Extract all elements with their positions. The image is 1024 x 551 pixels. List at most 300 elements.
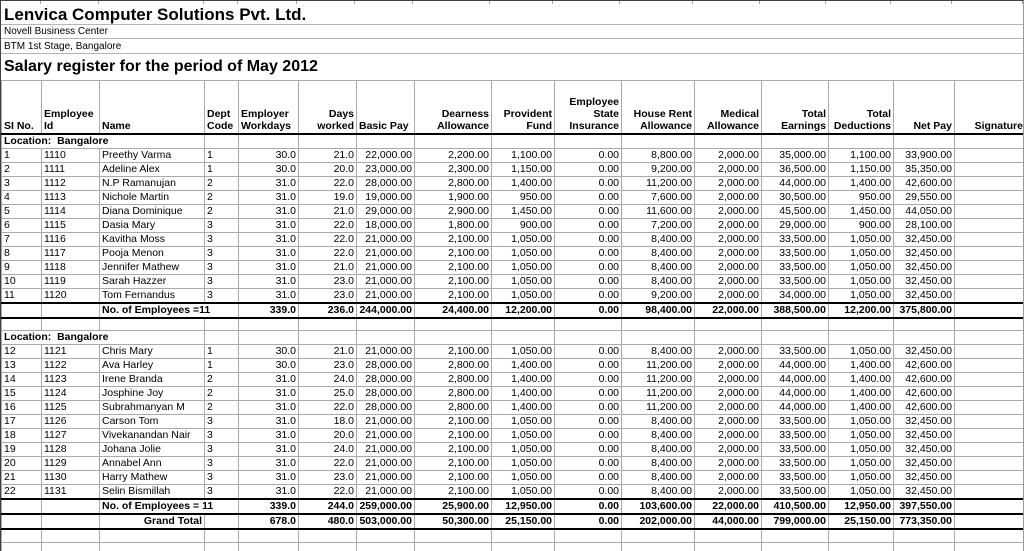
cell <box>42 303 100 318</box>
cell: 42,600.00 <box>894 359 955 373</box>
cell <box>955 162 1024 176</box>
cell: 1,050.00 <box>492 246 555 260</box>
cell <box>415 529 492 542</box>
cell: 2,000.00 <box>695 246 762 260</box>
report-title: Salary register for the period of May 2012 <box>4 58 318 75</box>
cell: 2,000.00 <box>695 485 762 500</box>
cell: 19.0 <box>299 190 357 204</box>
employee-row <box>2 246 1024 260</box>
cell: 21,000.00 <box>357 415 415 429</box>
cell: 103,600.00 <box>622 499 695 514</box>
cell: 2,900.00 <box>415 204 492 218</box>
cell: 2,000.00 <box>695 232 762 246</box>
cell: 259,000.00 <box>357 499 415 514</box>
cell: 1111 <box>42 162 100 176</box>
cell: 339.0 <box>239 499 299 514</box>
cell: 0.00 <box>555 176 622 190</box>
spacer-row <box>2 529 1024 542</box>
cell: 35,000.00 <box>762 148 829 162</box>
cell: 2 <box>2 162 42 176</box>
table-header-row <box>2 81 1024 134</box>
cell <box>955 331 1024 345</box>
cell <box>762 331 829 345</box>
cell: 33,500.00 <box>762 274 829 288</box>
cell: 1,050.00 <box>492 345 555 359</box>
column-header: Employer Workdays <box>239 81 299 134</box>
cell <box>829 318 894 331</box>
cell: 0.00 <box>555 232 622 246</box>
cell: 21,000.00 <box>357 274 415 288</box>
cell: 44,050.00 <box>894 204 955 218</box>
cell: 1,050.00 <box>492 415 555 429</box>
cell: 1,050.00 <box>492 288 555 303</box>
cell: 236.0 <box>299 303 357 318</box>
cell <box>2 542 42 551</box>
cell: 2,100.00 <box>415 485 492 500</box>
cell: 388,500.00 <box>762 303 829 318</box>
cell: 0.00 <box>555 274 622 288</box>
subtotal-label: No. of Employees = 11 <box>100 499 239 514</box>
cell: Subrahmanyan M <box>100 401 205 415</box>
cell: 0.00 <box>555 471 622 485</box>
cell: 3 <box>2 176 42 190</box>
cell <box>955 429 1024 443</box>
cell: 1115 <box>42 218 100 232</box>
subtotal-label: No. of Employees =11 <box>100 303 239 318</box>
cell: 3 <box>205 274 239 288</box>
cell: 1,400.00 <box>492 359 555 373</box>
cell: 29,000.00 <box>762 218 829 232</box>
cell: 8,400.00 <box>622 443 695 457</box>
cell <box>955 443 1024 457</box>
cell: 1125 <box>42 401 100 415</box>
cell: 44,000.00 <box>695 514 762 529</box>
cell: 2,800.00 <box>415 373 492 387</box>
cell: 1,800.00 <box>415 218 492 232</box>
employee-row <box>2 274 1024 288</box>
grand-total-row <box>2 514 1024 529</box>
cell: 1 <box>205 162 239 176</box>
cell: 1,050.00 <box>492 457 555 471</box>
cell <box>42 542 100 551</box>
cell: 9 <box>2 260 42 274</box>
cell: 21,000.00 <box>357 246 415 260</box>
cell: 480.0 <box>299 514 357 529</box>
cell: 8,400.00 <box>622 429 695 443</box>
employee-row <box>2 288 1024 303</box>
cell <box>829 542 894 551</box>
grid-tick <box>693 1 760 4</box>
cell <box>357 529 415 542</box>
cell: Adeline Alex <box>100 162 205 176</box>
cell: 30.0 <box>239 148 299 162</box>
cell: 2,800.00 <box>415 401 492 415</box>
cell: 22.0 <box>299 176 357 190</box>
cell: 32,450.00 <box>894 429 955 443</box>
cell: Preethy Varma <box>100 148 205 162</box>
cell <box>205 134 239 149</box>
cell <box>357 331 415 345</box>
cell: 33,500.00 <box>762 429 829 443</box>
cell: 28,000.00 <box>357 401 415 415</box>
cell: 21,000.00 <box>357 443 415 457</box>
cell: 2 <box>205 176 239 190</box>
cell <box>955 499 1024 514</box>
cell: 32,450.00 <box>894 246 955 260</box>
cell: 31.0 <box>239 190 299 204</box>
cell <box>622 542 695 551</box>
cell <box>2 499 42 514</box>
column-header: Provident Fund <box>492 81 555 134</box>
cell: 2,000.00 <box>695 162 762 176</box>
cell <box>239 134 299 149</box>
employee-row <box>2 373 1024 387</box>
cell <box>42 318 100 331</box>
cell: 2,100.00 <box>415 457 492 471</box>
cell: 0.00 <box>555 443 622 457</box>
cell: 28,100.00 <box>894 218 955 232</box>
cell: 31.0 <box>239 373 299 387</box>
cell: 12,200.00 <box>829 303 894 318</box>
cell: 31.0 <box>239 443 299 457</box>
cell: 1124 <box>42 387 100 401</box>
cell: 44,000.00 <box>762 387 829 401</box>
cell: 31.0 <box>239 429 299 443</box>
cell: 1 <box>205 345 239 359</box>
cell: 11,200.00 <box>622 359 695 373</box>
cell: 2 <box>205 387 239 401</box>
cell <box>42 514 100 529</box>
cell: 0.00 <box>555 260 622 274</box>
cell: 0.00 <box>555 373 622 387</box>
cell: 1,050.00 <box>829 457 894 471</box>
cell: 17 <box>2 415 42 429</box>
grid-tick <box>952 1 1023 4</box>
cell: 2,300.00 <box>415 162 492 176</box>
cell: 32,450.00 <box>894 471 955 485</box>
cell: 22,000.00 <box>357 148 415 162</box>
cell: 0.00 <box>555 359 622 373</box>
cell: 1112 <box>42 176 100 190</box>
cell <box>894 318 955 331</box>
employee-row <box>2 162 1024 176</box>
cell: 24.0 <box>299 443 357 457</box>
cell: Annabel Ann <box>100 457 205 471</box>
location-row <box>2 134 1024 149</box>
cell: 22.0 <box>299 218 357 232</box>
cell: 1,050.00 <box>492 274 555 288</box>
cell: 33,500.00 <box>762 232 829 246</box>
cell: 32,450.00 <box>894 274 955 288</box>
cell <box>762 529 829 542</box>
cell: 1128 <box>42 443 100 457</box>
cell: 0.00 <box>555 204 622 218</box>
employee-row <box>2 401 1024 415</box>
cell: 1116 <box>42 232 100 246</box>
cell: 1113 <box>42 190 100 204</box>
cell: 8,400.00 <box>622 232 695 246</box>
cell: 2 <box>205 401 239 415</box>
cell: 1,050.00 <box>492 443 555 457</box>
cell: 21.0 <box>299 148 357 162</box>
cell: 2,100.00 <box>415 471 492 485</box>
cell: 31.0 <box>239 415 299 429</box>
cell: 1129 <box>42 457 100 471</box>
grid-tick <box>760 1 827 4</box>
cell: 14 <box>2 373 42 387</box>
cell: 2,000.00 <box>695 401 762 415</box>
column-header: Name <box>100 81 205 134</box>
cell: 33,500.00 <box>762 443 829 457</box>
cell: 3 <box>205 288 239 303</box>
cell: 18 <box>2 429 42 443</box>
column-header: Total Deductions <box>829 81 894 134</box>
cell: 397,550.00 <box>894 499 955 514</box>
column-header: Medical Allowance <box>695 81 762 134</box>
cell: 2,000.00 <box>695 387 762 401</box>
cell: 244.0 <box>299 499 357 514</box>
cell <box>492 542 555 551</box>
cell: 1,150.00 <box>829 162 894 176</box>
cell: 1,400.00 <box>829 176 894 190</box>
location-label: Location: Bangalore <box>2 331 205 345</box>
cell <box>205 318 239 331</box>
cell: 1110 <box>42 148 100 162</box>
cell: 2,800.00 <box>415 359 492 373</box>
cell: 0.00 <box>555 415 622 429</box>
cell: 28,000.00 <box>357 359 415 373</box>
cell: 32,450.00 <box>894 443 955 457</box>
cell: 3 <box>205 429 239 443</box>
cell: 21.0 <box>299 204 357 218</box>
cell <box>492 318 555 331</box>
cell: 2,000.00 <box>695 190 762 204</box>
cell: 2,200.00 <box>415 148 492 162</box>
cell: 30.0 <box>239 162 299 176</box>
cell: 2,800.00 <box>415 387 492 401</box>
cell: 35,350.00 <box>894 162 955 176</box>
employee-row <box>2 359 1024 373</box>
cell: 8,400.00 <box>622 457 695 471</box>
cell: 2,100.00 <box>415 232 492 246</box>
cell: 11,200.00 <box>622 373 695 387</box>
cell: 1122 <box>42 359 100 373</box>
cell: 31.0 <box>239 232 299 246</box>
cell: 2,000.00 <box>695 274 762 288</box>
cell: 0.00 <box>555 288 622 303</box>
cell: 31.0 <box>239 457 299 471</box>
grid-tick <box>891 1 952 4</box>
cell: 375,800.00 <box>894 303 955 318</box>
cell <box>205 542 239 551</box>
cell: 1,900.00 <box>415 190 492 204</box>
cell: 23.0 <box>299 274 357 288</box>
cell: 8,400.00 <box>622 274 695 288</box>
cell: 33,500.00 <box>762 471 829 485</box>
cell: 1,050.00 <box>492 232 555 246</box>
cell: 3 <box>205 246 239 260</box>
column-header: Days worked <box>299 81 357 134</box>
cell: 3 <box>205 485 239 500</box>
cell: Sarah Hazzer <box>100 274 205 288</box>
column-header: Basic Pay <box>357 81 415 134</box>
cell: 1,050.00 <box>829 345 894 359</box>
cell: 21,000.00 <box>357 345 415 359</box>
cell: 31.0 <box>239 401 299 415</box>
cell <box>415 134 492 149</box>
cell <box>762 542 829 551</box>
cell: 1,400.00 <box>492 373 555 387</box>
cell: 410,500.00 <box>762 499 829 514</box>
employee-row <box>2 232 1024 246</box>
cell: 2 <box>205 190 239 204</box>
cell: 0.00 <box>555 218 622 232</box>
cell: 2,000.00 <box>695 218 762 232</box>
cell: 1,050.00 <box>829 443 894 457</box>
cell: 9,200.00 <box>622 288 695 303</box>
cell: 1,400.00 <box>829 401 894 415</box>
cell: 1119 <box>42 274 100 288</box>
cell: Nichole Martin <box>100 190 205 204</box>
cell: 30.0 <box>239 345 299 359</box>
grid-tick <box>826 1 891 4</box>
cell: 11,600.00 <box>622 204 695 218</box>
cell: 2,000.00 <box>695 260 762 274</box>
cell: 45,500.00 <box>762 204 829 218</box>
cell: 31.0 <box>239 471 299 485</box>
cell: 1,400.00 <box>492 176 555 190</box>
cell: 900.00 <box>492 218 555 232</box>
cell: 1,400.00 <box>492 401 555 415</box>
cell: 2,100.00 <box>415 443 492 457</box>
cell: 18,000.00 <box>357 218 415 232</box>
cell <box>239 318 299 331</box>
employee-row <box>2 218 1024 232</box>
cell: 2,000.00 <box>695 471 762 485</box>
cell: 950.00 <box>829 190 894 204</box>
cell <box>829 134 894 149</box>
cell: 503,000.00 <box>357 514 415 529</box>
cell <box>299 542 357 551</box>
cell: 3 <box>205 471 239 485</box>
cell: 28,000.00 <box>357 387 415 401</box>
cell: 32,450.00 <box>894 485 955 500</box>
cell: 0.00 <box>555 514 622 529</box>
cell <box>100 318 205 331</box>
cell: 34,000.00 <box>762 288 829 303</box>
cell <box>695 542 762 551</box>
cell: 44,000.00 <box>762 401 829 415</box>
cell: 29,550.00 <box>894 190 955 204</box>
cell: 7 <box>2 232 42 246</box>
cell: 1,050.00 <box>829 232 894 246</box>
cell: 21.0 <box>299 345 357 359</box>
cell: 1,050.00 <box>492 471 555 485</box>
cell <box>2 514 42 529</box>
cell: 21,000.00 <box>357 471 415 485</box>
cell: 32,450.00 <box>894 260 955 274</box>
cell: 33,500.00 <box>762 485 829 500</box>
cell: 19 <box>2 443 42 457</box>
cell: 4 <box>2 190 42 204</box>
cell: 1 <box>205 148 239 162</box>
grid-tick <box>413 1 490 4</box>
cell <box>2 529 42 542</box>
cell: 21,000.00 <box>357 232 415 246</box>
cell <box>555 331 622 345</box>
cell <box>695 318 762 331</box>
cell: 1126 <box>42 415 100 429</box>
cell <box>357 318 415 331</box>
cell: 13 <box>2 359 42 373</box>
cell: 0.00 <box>555 387 622 401</box>
company-name: Lenvica Computer Solutions Pvt. Ltd. <box>1 4 1023 25</box>
cell: 42,600.00 <box>894 373 955 387</box>
cell <box>955 303 1024 318</box>
cell: 20.0 <box>299 162 357 176</box>
cell: 18.0 <box>299 415 357 429</box>
column-header: Dearness Allowance <box>415 81 492 134</box>
cell: 16 <box>2 401 42 415</box>
cell: 0.00 <box>555 303 622 318</box>
grid-tick <box>553 1 620 4</box>
cell: 30,500.00 <box>762 190 829 204</box>
cell <box>955 134 1024 149</box>
cell: 202,000.00 <box>622 514 695 529</box>
employee-row <box>2 457 1024 471</box>
cell: 678.0 <box>239 514 299 529</box>
column-header: Dept Code <box>205 81 239 134</box>
cell <box>42 529 100 542</box>
cell: 31.0 <box>239 288 299 303</box>
cell: 1,050.00 <box>829 415 894 429</box>
cell: Tom Fernandus <box>100 288 205 303</box>
cell: 12,200.00 <box>492 303 555 318</box>
cell: 2,000.00 <box>695 373 762 387</box>
cell: 2,100.00 <box>415 429 492 443</box>
cell: Chris Mary <box>100 345 205 359</box>
cell: 1,050.00 <box>829 288 894 303</box>
cell <box>205 514 239 529</box>
cell <box>955 401 1024 415</box>
cell: Johana Jolie <box>100 443 205 457</box>
cell: 22.0 <box>299 485 357 500</box>
employee-row <box>2 485 1024 500</box>
cell <box>415 331 492 345</box>
cell: 2,000.00 <box>695 457 762 471</box>
grid-tick <box>490 1 553 4</box>
cell: 10 <box>2 274 42 288</box>
cell: 28,000.00 <box>357 373 415 387</box>
cell <box>492 331 555 345</box>
employee-row <box>2 176 1024 190</box>
spacer-row <box>2 542 1024 551</box>
cell: Ava Harley <box>100 359 205 373</box>
cell: 7,600.00 <box>622 190 695 204</box>
cell: 98,400.00 <box>622 303 695 318</box>
company-address-line1: Novell Business Center <box>1 25 1023 39</box>
cell: 1 <box>2 148 42 162</box>
cell: 1117 <box>42 246 100 260</box>
cell: 12 <box>2 345 42 359</box>
cell: 23.0 <box>299 471 357 485</box>
cell: 42,600.00 <box>894 176 955 190</box>
cell: 21,000.00 <box>357 260 415 274</box>
cell: N.P Ramanujan <box>100 176 205 190</box>
cell: 12,950.00 <box>492 499 555 514</box>
cell: 2,000.00 <box>695 204 762 218</box>
cell <box>894 134 955 149</box>
